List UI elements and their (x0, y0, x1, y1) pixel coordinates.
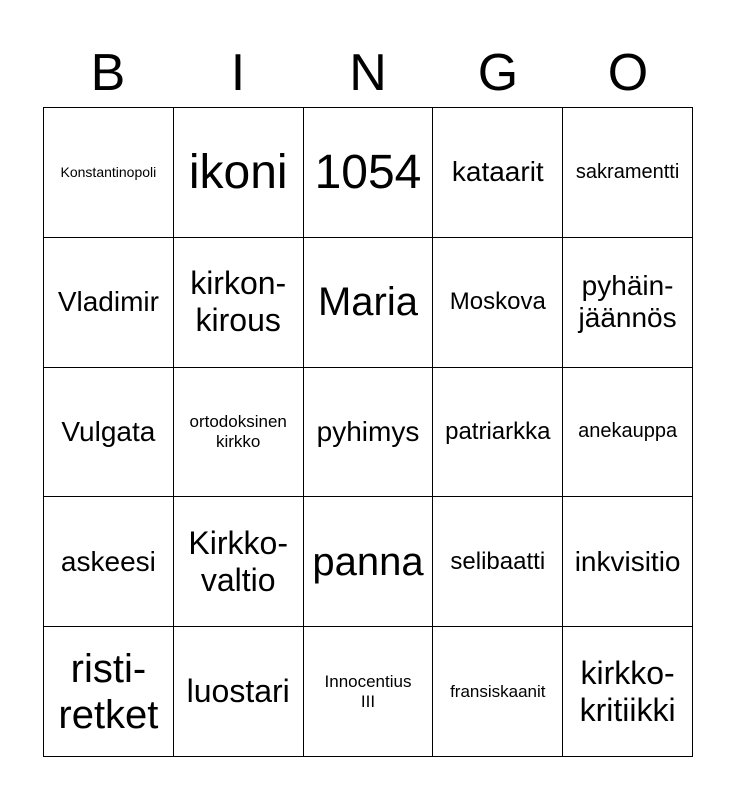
bingo-cell-r3-c4[interactable] (433, 368, 563, 498)
bingo-cell-r4-c2[interactable] (174, 497, 304, 627)
bingo-cell-r1-c3[interactable] (304, 108, 434, 238)
cell-text: Maria (317, 280, 418, 325)
bingo-header (43, 40, 693, 106)
cell-text: panna (312, 539, 424, 584)
bingo-cell-r1-c4[interactable] (433, 108, 563, 238)
bingo-cell-r1-c1[interactable] (44, 108, 174, 238)
header-letter-i: I (230, 44, 246, 102)
cell-text: ikoni (188, 145, 288, 199)
bingo-cell-r3-c1[interactable] (44, 368, 174, 498)
cell-text: sakramentti (575, 160, 680, 183)
cell-text: pyhäin- jäännös (578, 270, 677, 334)
cell-text: selibaatti (450, 547, 546, 575)
bingo-cell-r3-c5[interactable] (563, 368, 693, 498)
cell-text: inkvisitio (574, 545, 681, 577)
bingo-cell-r5-c4[interactable] (433, 627, 563, 757)
bingo-cell-r3-c3[interactable] (304, 368, 434, 498)
bingo-cell-r5-c2[interactable] (174, 627, 304, 757)
cell-text: Vladimir (57, 286, 159, 318)
cell-text: risti- retket (58, 646, 159, 737)
bingo-cell-r2-c1[interactable] (44, 238, 174, 368)
cell-text: kirkko- kritiikki (579, 654, 676, 728)
header-letter-b: B (90, 44, 126, 102)
cell-text: Moskova (449, 288, 546, 316)
header-letter-n: N (349, 44, 387, 102)
bingo-cell-r2-c5[interactable] (563, 238, 693, 368)
cell-text: kataarit (451, 156, 544, 188)
cell-text: anekauppa (578, 420, 678, 443)
cell-text: pyhimys (316, 415, 420, 447)
cell-text: fransiskaanit (450, 681, 546, 701)
bingo-cell-r1-c2[interactable] (174, 108, 304, 238)
bingo-cell-r2-c3[interactable] (304, 238, 434, 368)
bingo-cell-r5-c3[interactable] (304, 627, 434, 757)
cell-text: luostari (186, 673, 290, 710)
bingo-cell-r5-c1[interactable] (44, 627, 174, 757)
bingo-cell-r2-c2[interactable] (174, 238, 304, 368)
header-letter-g: G (477, 44, 519, 102)
cell-text: Vulgata (61, 415, 156, 447)
header-letter-o: O (607, 44, 649, 102)
bingo-grid (43, 107, 693, 757)
cell-text: patriarkka (445, 418, 551, 446)
bingo-cell-r4-c5[interactable] (563, 497, 693, 627)
bingo-cell-r4-c3[interactable] (304, 497, 434, 627)
bingo-cell-r1-c5[interactable] (563, 108, 693, 238)
cell-text: kirkon- kirous (190, 265, 287, 339)
bingo-cell-r3-c2[interactable] (174, 368, 304, 498)
cell-text: askeesi (60, 545, 156, 577)
cell-text: Konstantinopoli (60, 164, 157, 181)
bingo-cell-r2-c4[interactable] (433, 238, 563, 368)
cell-text: Kirkko- valtio (188, 524, 288, 598)
cell-text: 1054 (314, 145, 422, 199)
bingo-cell-r4-c4[interactable] (433, 497, 563, 627)
bingo-cell-r4-c1[interactable] (44, 497, 174, 627)
cell-text: ortodoksinen kirkko (189, 412, 287, 451)
cell-text: Innocentius III (324, 672, 412, 711)
bingo-cell-r5-c5[interactable] (563, 627, 693, 757)
